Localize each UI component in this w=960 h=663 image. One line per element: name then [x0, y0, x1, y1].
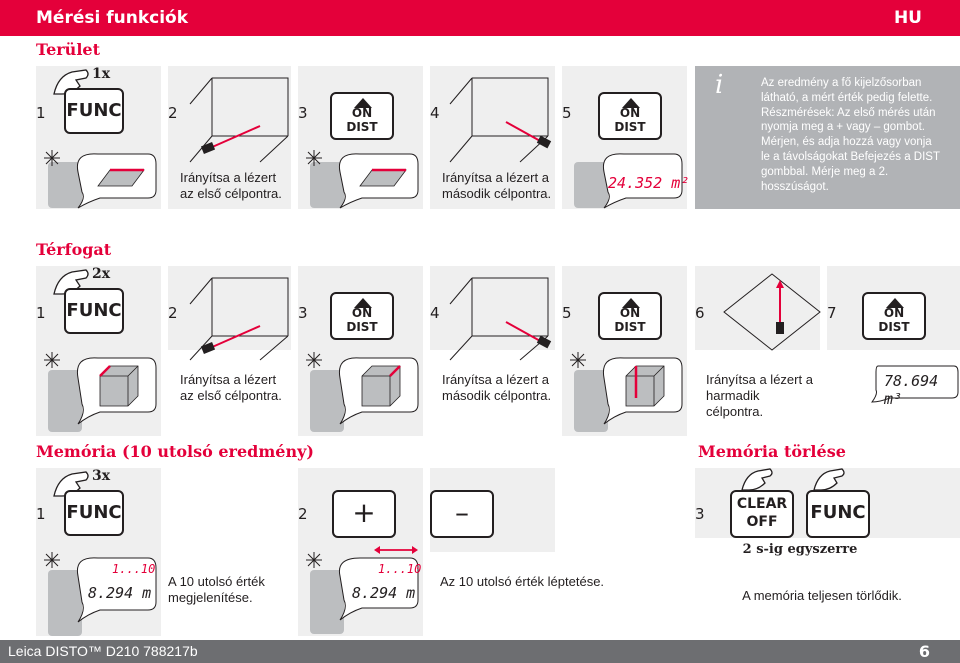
- area-step-number-4: 4: [430, 104, 440, 122]
- func-label: FUNC: [810, 502, 866, 523]
- on-label: ON: [351, 106, 373, 120]
- device-area-display-2: [310, 152, 420, 208]
- laser-star-icon: [44, 552, 60, 568]
- room-wireframe-2: [450, 74, 550, 164]
- laser-star-icon: [306, 552, 322, 568]
- volume-press-count: 2x: [92, 266, 111, 282]
- area-press-count: 1x: [92, 66, 111, 82]
- memory-caption-1: A 10 utolsó érték megjelenítése.: [168, 574, 265, 605]
- area-step-number-3: 3: [298, 104, 308, 122]
- plus-button[interactable]: [332, 490, 396, 538]
- area-caption-1: Irányítsa a lézert az első célpontra.: [180, 170, 282, 201]
- laser-star-icon: [44, 150, 60, 166]
- room-wireframe-4: [450, 274, 550, 362]
- area-step-number-1: 1: [36, 104, 46, 122]
- func-button[interactable]: [64, 288, 124, 334]
- func-button[interactable]: [64, 88, 124, 134]
- area-step-number-2: 2: [168, 104, 178, 122]
- section-title-area: Terület: [36, 40, 100, 59]
- func-button[interactable]: [806, 490, 870, 538]
- clear-caption: A memória teljesen törlődik.: [742, 588, 902, 603]
- dist-label: DIST: [878, 320, 910, 334]
- section-title-volume: Térfogat: [36, 240, 112, 259]
- volume-step-number-4: 4: [430, 304, 440, 322]
- device-volume-display-2: [310, 352, 420, 432]
- device-volume-display-3: [574, 352, 684, 432]
- on-label: ON: [351, 306, 373, 320]
- volume-caption-3: Irányítsa a lézert a harmadik célpontra.: [706, 372, 813, 419]
- clear-label: CLEAR: [736, 496, 788, 512]
- on-dist-button[interactable]: [330, 92, 394, 140]
- func-label: FUNC: [66, 100, 122, 121]
- clear-hold-text: 2 s-ig egyszerre: [742, 542, 858, 557]
- volume-step-number-1: 1: [36, 304, 46, 322]
- on-label: ON: [883, 306, 905, 320]
- volume-caption-2: Irányítsa a lézert a második célpontra.: [442, 372, 552, 403]
- dist-label: DIST: [614, 120, 646, 134]
- room-wireframe-3: [190, 274, 290, 362]
- clear-off-button[interactable]: [730, 490, 794, 538]
- minus-button[interactable]: [430, 490, 494, 538]
- memory-range-scroll: 1...10: [378, 562, 422, 576]
- volume-step-number-6: 6: [695, 304, 705, 322]
- room-wireframe-1: [190, 74, 290, 164]
- dist-label: DIST: [346, 120, 378, 134]
- page-header: [0, 0, 960, 36]
- footer-product: Leica DISTO™ D210 788217b: [8, 643, 198, 659]
- volume-step-number-3: 3: [298, 304, 308, 322]
- volume-caption-1: Irányítsa a lézert az első célpontra.: [180, 372, 282, 403]
- memory-press-count: 3x: [92, 468, 111, 484]
- plus-label: +: [352, 496, 376, 529]
- on-label: ON: [619, 106, 641, 120]
- on-dist-button[interactable]: [330, 292, 394, 340]
- language-code: HU: [893, 8, 922, 28]
- on-dist-button[interactable]: [598, 292, 662, 340]
- volume-step-number-2: 2: [168, 304, 178, 322]
- area-info-box: [695, 66, 960, 209]
- area-step-number-5: 5: [562, 104, 572, 122]
- volume-step-number-7: 7: [827, 304, 837, 322]
- func-button[interactable]: [64, 490, 124, 536]
- page-footer: [0, 640, 960, 663]
- finger-press-icon: [812, 466, 848, 492]
- finger-press-icon: [740, 466, 776, 492]
- device-area-display: [48, 152, 158, 208]
- room-vertical-laser: [722, 272, 822, 352]
- section-title-memory: Memória (10 utolsó eredmény): [36, 442, 314, 461]
- dist-label: DIST: [614, 320, 646, 334]
- minus-label: –: [455, 496, 469, 529]
- memory-range: 1...10: [112, 562, 156, 576]
- memory-value: 8.294 m: [88, 584, 152, 602]
- page-number: 6: [918, 642, 930, 661]
- memory-step-number-2: 2: [298, 505, 308, 523]
- memory-caption-2: Az 10 utolsó érték léptetése.: [440, 574, 605, 589]
- func-label: FUNC: [66, 300, 122, 321]
- clear-step-number: 3: [695, 505, 705, 523]
- area-caption-2: Irányítsa a lézert a második célpontra.: [442, 170, 552, 201]
- section-title-clear: Memória törlése: [698, 442, 846, 461]
- dist-label: DIST: [346, 320, 378, 334]
- info-icon: i: [715, 70, 724, 100]
- volume-step-number-5: 5: [562, 304, 572, 322]
- laser-star-icon: [306, 352, 322, 368]
- area-result-value: 24.352 m²: [608, 174, 690, 192]
- volume-result-value: 78.694 m³: [884, 372, 939, 408]
- area-info-text: Az eredmény a fő kijelzősorban látható, a mért érték pedig felette. Részmérések: Az első mérés után nyomja meg a + vagy – gombot. Mérjen, és adja hozzá vagy vonja le a távolságokat Befejezés a DIST gombbal. Mérje meg a 2. hosszúságot.: [761, 77, 940, 193]
- page-title: Mérési funkciók: [36, 8, 189, 28]
- laser-star-icon: [306, 150, 322, 166]
- laser-star-icon: [44, 352, 60, 368]
- memory-value-scroll: 8.294 m: [352, 584, 416, 602]
- on-dist-button[interactable]: [598, 92, 662, 140]
- on-label: ON: [619, 306, 641, 320]
- on-dist-button[interactable]: [862, 292, 926, 340]
- device-volume-display-1: [48, 352, 158, 432]
- memory-step-number-1: 1: [36, 505, 46, 523]
- func-label: FUNC: [66, 502, 122, 523]
- off-label: OFF: [746, 514, 778, 530]
- laser-star-icon: [570, 352, 586, 368]
